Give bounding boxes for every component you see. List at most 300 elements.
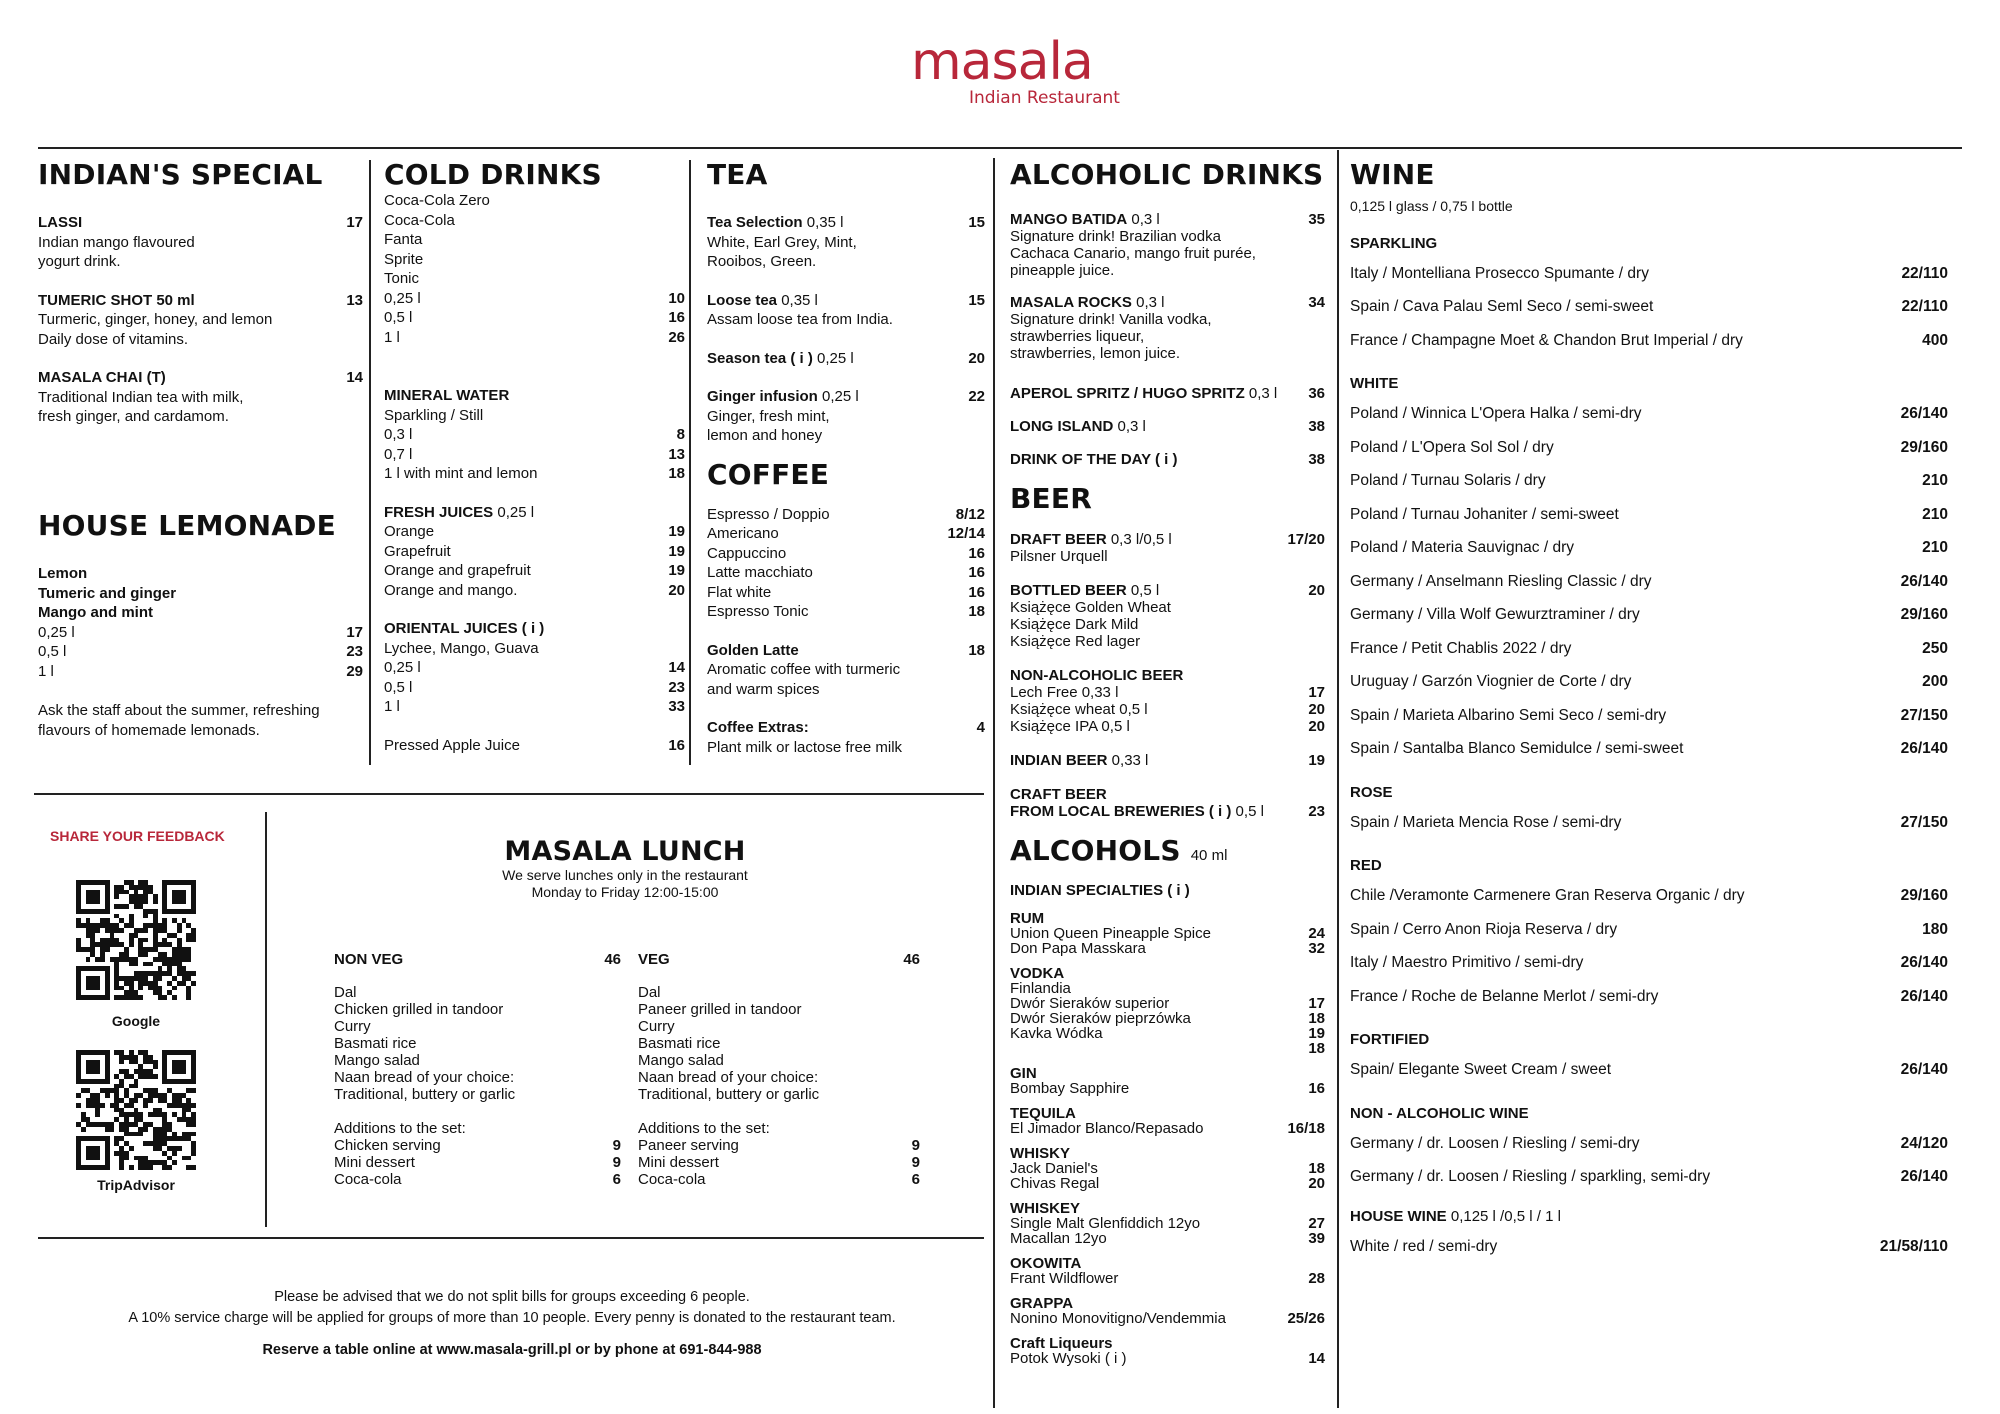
price: 22 bbox=[968, 388, 985, 405]
item-name: Dwór Sieraków pieprzówka bbox=[1010, 1009, 1191, 1027]
price: 35 bbox=[1308, 211, 1325, 228]
menu-item bbox=[1010, 701, 1325, 718]
size: 0,3 l bbox=[1244, 385, 1278, 402]
wine-name: Chile /Veramonte Carmenere Gran Reserva Organic / dry bbox=[1350, 887, 1745, 904]
price: 38 bbox=[1308, 451, 1325, 468]
size: 1 l bbox=[38, 662, 54, 680]
item-desc: Indian mango flavoured bbox=[38, 233, 195, 251]
item-price: 17 bbox=[346, 214, 363, 231]
size-row bbox=[38, 623, 363, 643]
alcohol-item bbox=[1010, 1351, 1325, 1366]
item-desc: yogurt drink. bbox=[38, 253, 121, 270]
wine-price: 26/140 bbox=[1900, 572, 1948, 590]
set-header bbox=[638, 950, 920, 970]
item-name: NON-ALCOHOLIC BEER bbox=[1010, 667, 1184, 684]
item-name: Chivas Regal bbox=[1010, 1174, 1100, 1192]
flavour: Mango and mint bbox=[38, 604, 153, 621]
wine-price: 400 bbox=[1922, 331, 1948, 349]
divider bbox=[993, 158, 995, 1408]
wine-row bbox=[1350, 324, 1948, 358]
size-row bbox=[384, 464, 685, 484]
price: 12/14 bbox=[947, 525, 985, 542]
price: 18 bbox=[1308, 1039, 1325, 1057]
wine-price: 22/110 bbox=[1901, 264, 1948, 282]
size: 0,5 l bbox=[1126, 582, 1160, 599]
section-title: ALCOHOLS bbox=[1010, 834, 1181, 867]
menu-item bbox=[707, 505, 985, 525]
item-name: Jack Daniel's bbox=[1010, 1159, 1098, 1177]
alcohol-item bbox=[1010, 1176, 1325, 1191]
set-item: Paneer grilled in tandoor bbox=[638, 1000, 802, 1018]
price: 27 bbox=[1308, 1214, 1325, 1232]
price: 18 bbox=[668, 465, 685, 482]
section-wine bbox=[1350, 158, 1948, 1263]
wine-name: Poland / Materia Sauvignac / dry bbox=[1350, 539, 1575, 556]
item-name: Książęce wheat 0,5 l bbox=[1010, 701, 1148, 718]
price: 18 bbox=[1308, 1159, 1325, 1177]
alcohol-item bbox=[1010, 1026, 1325, 1041]
reservation-info: Reserve a table online at www.masala-grill.pl or by phone at 691-844-988 bbox=[262, 1342, 762, 1358]
alcohol-item bbox=[1010, 1081, 1325, 1096]
item-name: Nonino Monovitigno/Vendemmia bbox=[1010, 1309, 1226, 1327]
item-desc: and warm spices bbox=[707, 680, 820, 698]
menu-item bbox=[707, 291, 985, 311]
wine-price: 26/140 bbox=[1900, 954, 1948, 971]
alcohol-item bbox=[1010, 1041, 1325, 1056]
subsection-title: FRESH JUICES bbox=[384, 503, 494, 521]
set-header bbox=[334, 950, 621, 970]
soda: Coca-Cola bbox=[384, 211, 455, 229]
wine-name: Spain / Santalba Blanco Semidulce / semi-sweet bbox=[1350, 740, 1684, 757]
addition bbox=[638, 1137, 920, 1154]
wine-name: Germany / dr. Loosen / Riesling / sparkling, semi-dry bbox=[1350, 1168, 1711, 1185]
price: 20 bbox=[968, 349, 985, 367]
alcohol-group-name: VODKA bbox=[1010, 964, 1065, 982]
subtitle: Sparkling / Still bbox=[384, 406, 484, 424]
wine-name: Italy / Maestro Primitivo / semi-dry bbox=[1350, 954, 1584, 971]
price: 18 bbox=[1308, 1009, 1325, 1027]
section-title: BEER bbox=[1010, 482, 1092, 515]
addition-name: Mini dessert bbox=[334, 1153, 415, 1171]
item-name: Dwór Sieraków superior bbox=[1010, 994, 1170, 1012]
footer bbox=[40, 1287, 984, 1361]
wine-name: Poland / L'Opera Sol Sol / dry bbox=[1350, 438, 1554, 456]
menu-item bbox=[1010, 377, 1325, 410]
price: 46 bbox=[604, 951, 621, 968]
wine-name: France / Champagne Moet & Chandon Brut Imperial / dry bbox=[1350, 331, 1743, 349]
divider bbox=[265, 812, 267, 1227]
addition-name: Coca-cola bbox=[638, 1170, 706, 1188]
alcohol-groups bbox=[1010, 911, 1325, 1366]
wine-row bbox=[1350, 1160, 1948, 1194]
price: 17 bbox=[346, 623, 363, 641]
lunch-nonveg bbox=[334, 950, 621, 1188]
item-name: Union Queen Pineapple Spice bbox=[1010, 924, 1211, 942]
size: 0,5 l bbox=[384, 309, 413, 326]
addition-name: Chicken serving bbox=[334, 1136, 441, 1154]
set-item: Mango salad bbox=[334, 1051, 420, 1069]
soda: Tonic bbox=[384, 270, 420, 287]
size-row bbox=[38, 662, 363, 682]
item-name: Lech Free 0,33 l bbox=[1010, 684, 1119, 701]
size-row bbox=[38, 642, 363, 662]
wine-price: 24/120 bbox=[1900, 1134, 1948, 1152]
price: 17 bbox=[1308, 994, 1325, 1012]
price: 19 bbox=[668, 562, 685, 579]
item-desc: Signature drink! Vanilla vodka, bbox=[1010, 311, 1212, 328]
wine-name: Spain / Cerro Anon Rioja Reserva / dry bbox=[1350, 920, 1618, 938]
price: 14 bbox=[1308, 1349, 1325, 1367]
item-name: DRAFT BEER bbox=[1010, 531, 1107, 548]
soda: Fanta bbox=[384, 231, 423, 248]
item-name: Loose tea bbox=[707, 291, 778, 309]
lunch-sub2: Monday to Friday 12:00-15:00 bbox=[531, 884, 719, 900]
divider bbox=[34, 793, 984, 795]
item-name: DRINK OF THE DAY ( i ) bbox=[1010, 451, 1178, 468]
alcohol-group bbox=[1010, 1066, 1325, 1096]
wine-price: 210 bbox=[1922, 472, 1948, 489]
size: 0,3 l/0,5 l bbox=[1106, 531, 1172, 548]
wine-name: Germany / Villa Wolf Gewurztraminer / dry bbox=[1350, 606, 1640, 623]
addition bbox=[334, 1154, 621, 1171]
price: 9 bbox=[612, 1153, 621, 1171]
item-desc: pineapple juice. bbox=[1010, 262, 1115, 279]
item-name: Macallan 12yo bbox=[1010, 1229, 1107, 1247]
section-cold-drinks bbox=[384, 158, 685, 755]
price: 38 bbox=[1308, 418, 1325, 435]
set-item: Naan bread of your choice: bbox=[334, 1068, 515, 1086]
flavours: Lychee, Mango, Guava bbox=[384, 639, 539, 657]
footer-line: A 10% service charge will be applied for groups of more than 10 people. Every penny is donated to the restaurant team. bbox=[128, 1310, 896, 1326]
soda: Sprite bbox=[384, 250, 424, 268]
item-name: Orange and grapefruit bbox=[384, 562, 531, 579]
size: 0,25 l bbox=[384, 659, 421, 676]
item-desc: Turmeric, ginger, honey, and lemon bbox=[38, 311, 273, 328]
menu-item bbox=[1010, 684, 1325, 701]
price: 24 bbox=[1308, 924, 1325, 942]
item-name: INDIAN BEER bbox=[1010, 752, 1108, 769]
soda: Coca-Cola Zero bbox=[384, 192, 490, 209]
wine-section-title: NON - ALCOHOLIC WINE bbox=[1350, 1104, 1529, 1122]
menu-item bbox=[707, 544, 985, 564]
item-name: Single Malt Glenfiddich 12yo bbox=[1010, 1214, 1201, 1232]
alcohol-item bbox=[1010, 1161, 1325, 1176]
section-title: HOUSE LEMONADE bbox=[38, 509, 336, 542]
price: 4 bbox=[976, 719, 985, 736]
price: 10 bbox=[668, 289, 685, 307]
price: 39 bbox=[1308, 1229, 1325, 1247]
item-name: BOTTLED BEER bbox=[1010, 582, 1127, 599]
section-title: MASALA LUNCH bbox=[504, 836, 746, 867]
alcohol-group bbox=[1010, 911, 1325, 956]
price: 15 bbox=[968, 214, 985, 231]
set-item: Dal bbox=[638, 983, 661, 1001]
menu-item bbox=[1010, 211, 1325, 228]
divider bbox=[689, 160, 691, 765]
menu-item bbox=[707, 602, 985, 622]
size: 0,25 l bbox=[384, 289, 421, 307]
section-title: WINE bbox=[1350, 158, 1435, 191]
additions-title: Additions to the set: bbox=[638, 1119, 770, 1137]
item-name: MASALA CHAI (T) bbox=[38, 369, 166, 386]
price: 32 bbox=[1308, 939, 1325, 957]
price: 23 bbox=[346, 643, 363, 660]
item-desc: Książęce Dark Mild bbox=[1010, 616, 1139, 633]
alcohol-group bbox=[1010, 1106, 1325, 1136]
wine-subtitle: 0,125 l glass / 0,75 l bottle bbox=[1350, 198, 1513, 214]
price: 16 bbox=[668, 309, 685, 326]
wine-price: 180 bbox=[1922, 920, 1948, 938]
alcohol-group bbox=[1010, 1146, 1325, 1191]
price: 46 bbox=[903, 951, 920, 968]
size-row bbox=[384, 289, 685, 309]
size: 0,25 l bbox=[38, 623, 75, 641]
section-alcoholic bbox=[1010, 158, 1325, 1376]
wine-row bbox=[1350, 257, 1948, 291]
top-divider bbox=[38, 147, 1962, 149]
item-desc: Książęce Red lager bbox=[1010, 633, 1141, 650]
menu-item bbox=[1010, 443, 1325, 476]
price: 9 bbox=[911, 1136, 920, 1154]
price: 13 bbox=[668, 445, 685, 463]
wine-name: France / Roche de Belanne Merlot / semi-dry bbox=[1350, 987, 1659, 1005]
wine-price: 26/140 bbox=[1900, 740, 1948, 757]
wine-row bbox=[1350, 632, 1948, 666]
menu-item bbox=[38, 291, 363, 311]
wine-row bbox=[1350, 879, 1948, 913]
item-desc: fresh ginger, and cardamom. bbox=[38, 408, 229, 425]
size: 0,35 l bbox=[777, 291, 818, 309]
subsection-title: MINERAL WATER bbox=[384, 387, 510, 404]
price: 17/20 bbox=[1287, 531, 1325, 548]
menu-item bbox=[1010, 718, 1325, 735]
size: 0,5 l bbox=[1231, 803, 1264, 820]
wine-name: Italy / Montelliana Prosecco Spumante / dry bbox=[1350, 264, 1649, 282]
wine-row bbox=[1350, 565, 1948, 599]
google-qr-code[interactable] bbox=[76, 880, 196, 1000]
price: 25/26 bbox=[1287, 1309, 1325, 1327]
item-desc: Ginger, fresh mint, bbox=[707, 407, 830, 425]
wine-row bbox=[1350, 699, 1948, 733]
feedback-title: SHARE YOUR FEEDBACK bbox=[50, 828, 225, 844]
wine-row bbox=[1350, 598, 1948, 632]
section-title: TEA bbox=[707, 158, 768, 191]
price: 19 bbox=[668, 523, 685, 540]
wine-price: 210 bbox=[1922, 539, 1948, 556]
price: 16 bbox=[968, 564, 985, 581]
price: 16 bbox=[968, 544, 985, 562]
item-name: Grapefruit bbox=[384, 542, 451, 560]
section-indians-special bbox=[38, 158, 363, 427]
alcohol-item bbox=[1010, 981, 1325, 996]
price: 20 bbox=[1308, 718, 1325, 735]
item-name: Cappuccino bbox=[707, 544, 787, 562]
alcohol-item bbox=[1010, 1011, 1325, 1026]
size: 0,33 l bbox=[1107, 752, 1149, 769]
price: 18 bbox=[968, 641, 985, 659]
alcohol-group bbox=[1010, 1336, 1325, 1366]
item-desc: lemon and honey bbox=[707, 427, 823, 444]
alcohol-group-name: OKOWITA bbox=[1010, 1254, 1082, 1272]
alcohol-group-name: TEQUILA bbox=[1010, 1104, 1076, 1122]
divider bbox=[369, 160, 371, 765]
item-name: MASALA ROCKS bbox=[1010, 294, 1132, 311]
menu-item bbox=[707, 387, 985, 407]
price: 17 bbox=[1308, 684, 1325, 701]
wine-section-title: ROSE bbox=[1350, 783, 1393, 801]
item-desc: Plant milk or lactose free milk bbox=[707, 738, 903, 756]
divider bbox=[38, 1237, 984, 1239]
item-desc: Signature drink! Brazilian vodka bbox=[1010, 228, 1221, 245]
wine-price: 200 bbox=[1922, 673, 1948, 690]
menu-item bbox=[707, 718, 985, 738]
price: 29 bbox=[346, 662, 363, 680]
size: 0,25 l bbox=[812, 349, 854, 367]
item-desc: strawberries liqueur, bbox=[1010, 328, 1145, 345]
item-name: Don Papa Masskara bbox=[1010, 939, 1146, 957]
wine-name: Germany / Anselmann Riesling Classic / dry bbox=[1350, 572, 1652, 590]
size: 0,5 l bbox=[384, 678, 413, 696]
wine-section-title: SPARKLING bbox=[1350, 234, 1438, 252]
wine-name: Spain / Marieta Mencia Rose / semi-dry bbox=[1350, 813, 1622, 831]
price: 34 bbox=[1308, 294, 1325, 311]
addition bbox=[638, 1154, 920, 1171]
alcohol-item bbox=[1010, 941, 1325, 956]
addition-name: Paneer serving bbox=[638, 1136, 739, 1154]
wine-row bbox=[1350, 290, 1948, 324]
google-label: Google bbox=[111, 1013, 161, 1029]
size: 0,7 l bbox=[384, 445, 413, 463]
addition bbox=[334, 1137, 621, 1154]
alcohol-group bbox=[1010, 1296, 1325, 1326]
item-name: El Jimador Blanco/Repasado bbox=[1010, 1119, 1204, 1137]
price: 19 bbox=[1308, 752, 1325, 769]
section-title: INDIAN'S SPECIAL bbox=[38, 158, 323, 191]
price: 8/12 bbox=[955, 505, 985, 523]
flavour: Tumeric and ginger bbox=[38, 584, 177, 602]
wine-price: 21/58/110 bbox=[1879, 1237, 1948, 1255]
additions-title: Additions to the set: bbox=[334, 1119, 466, 1137]
wine-price: 210 bbox=[1922, 505, 1948, 523]
price: 19 bbox=[1308, 1024, 1325, 1042]
price: 16/18 bbox=[1287, 1119, 1325, 1137]
item-name: Espresso Tonic bbox=[707, 603, 809, 620]
addition bbox=[334, 1171, 621, 1188]
menu-item bbox=[1010, 582, 1325, 599]
item-name: TUMERIC SHOT 50 ml bbox=[38, 291, 195, 309]
item-name: Finlandia bbox=[1010, 979, 1071, 997]
set-name: VEG bbox=[638, 951, 670, 968]
set-item: Curry bbox=[334, 1017, 371, 1035]
size: 0,3 l bbox=[384, 426, 413, 443]
footer-line: Please be advised that we do not split bills for groups exceeding 6 people. bbox=[274, 1289, 750, 1305]
divider bbox=[1337, 150, 1339, 1408]
alcohol-group bbox=[1010, 966, 1325, 1056]
set-item: Basmati rice bbox=[638, 1034, 721, 1052]
price: 16 bbox=[1308, 1079, 1325, 1097]
menu-item bbox=[1010, 803, 1325, 820]
set-item: Dal bbox=[334, 983, 357, 1001]
wine-name: Poland / Turnau Johaniter / semi-sweet bbox=[1350, 505, 1619, 523]
item-desc: Aromatic coffee with turmeric bbox=[707, 661, 901, 678]
addition-name: Mini dessert bbox=[638, 1153, 719, 1171]
item-name: Potok Wysoki ( i ) bbox=[1010, 1349, 1127, 1367]
menu-item bbox=[384, 736, 685, 756]
size: 0,25 l bbox=[493, 503, 535, 521]
item-name: Coffee Extras: bbox=[707, 719, 809, 736]
set-item: Curry bbox=[638, 1017, 675, 1035]
tripadvisor-qr-code[interactable] bbox=[76, 1050, 196, 1170]
size: 0,25 l bbox=[817, 388, 859, 405]
size-row bbox=[384, 425, 685, 445]
size-row bbox=[384, 445, 685, 465]
price: 20 bbox=[1308, 1174, 1325, 1192]
lunch-veg bbox=[638, 950, 920, 1188]
menu-item bbox=[384, 522, 685, 542]
item-desc: Daily dose of vitamins. bbox=[38, 330, 189, 348]
size: 0,35 l bbox=[802, 214, 844, 231]
item-name: Ginger infusion bbox=[707, 388, 818, 405]
item-name: Bombay Sapphire bbox=[1010, 1079, 1130, 1097]
item-name: Flat white bbox=[707, 583, 772, 601]
menu-item bbox=[38, 213, 363, 233]
wine-name: Uruguay / Garzón Viognier de Corte / dry bbox=[1350, 673, 1632, 690]
wine-name: White / red / semi-dry bbox=[1350, 1237, 1498, 1255]
size-row bbox=[384, 328, 685, 348]
item-desc: Traditional Indian tea with milk, bbox=[38, 388, 244, 406]
wine-row bbox=[1350, 431, 1948, 465]
menu-item bbox=[38, 368, 363, 388]
item-desc: strawberries, lemon juice. bbox=[1010, 345, 1181, 362]
wine-price: 26/140 bbox=[1900, 1061, 1948, 1078]
item-name: Frant Wildflower bbox=[1010, 1269, 1119, 1287]
item-name: Orange bbox=[384, 523, 435, 540]
alcohol-item bbox=[1010, 1216, 1325, 1231]
size: 1 l bbox=[384, 328, 400, 346]
item-name: Season tea ( i ) bbox=[707, 349, 813, 367]
alcohol-group-name: RUM bbox=[1010, 909, 1045, 927]
alcohol-group-name: WHISKY bbox=[1010, 1144, 1070, 1162]
price: 20 bbox=[668, 581, 685, 599]
menu-item bbox=[384, 581, 685, 601]
menu-item bbox=[707, 213, 985, 233]
size-row bbox=[384, 697, 685, 717]
section-title: COFFEE bbox=[707, 457, 830, 491]
item-name: Espresso / Doppio bbox=[707, 505, 830, 523]
house-wine-title: HOUSE WINE bbox=[1350, 1207, 1447, 1225]
note: Ask the staff about the summer, refreshing bbox=[38, 702, 320, 719]
alcohol-item bbox=[1010, 1121, 1325, 1136]
item-name: Golden Latte bbox=[707, 641, 799, 659]
note: flavours of homemade lemonads. bbox=[38, 721, 260, 739]
wine-row bbox=[1350, 464, 1948, 498]
alcohol-group-name: Craft Liqueurs bbox=[1010, 1334, 1113, 1352]
item-name: Orange and mango. bbox=[384, 581, 518, 599]
price: 20 bbox=[1308, 701, 1325, 718]
wine-section-title: FORTIFIED bbox=[1350, 1031, 1430, 1048]
menu-item bbox=[384, 561, 685, 581]
logo bbox=[905, 14, 1125, 129]
wine-row bbox=[1350, 665, 1948, 699]
wine-price: 22/110 bbox=[1901, 298, 1948, 315]
item-desc: Pilsner Urquell bbox=[1010, 548, 1108, 565]
wine-name: Poland / Winnica L'Opera Halka / semi-dry bbox=[1350, 405, 1642, 422]
wine-price: 29/160 bbox=[1900, 887, 1948, 904]
price: 9 bbox=[911, 1153, 920, 1171]
wine-row bbox=[1350, 806, 1948, 840]
wine-row bbox=[1350, 531, 1948, 565]
price: 14 bbox=[668, 659, 685, 676]
